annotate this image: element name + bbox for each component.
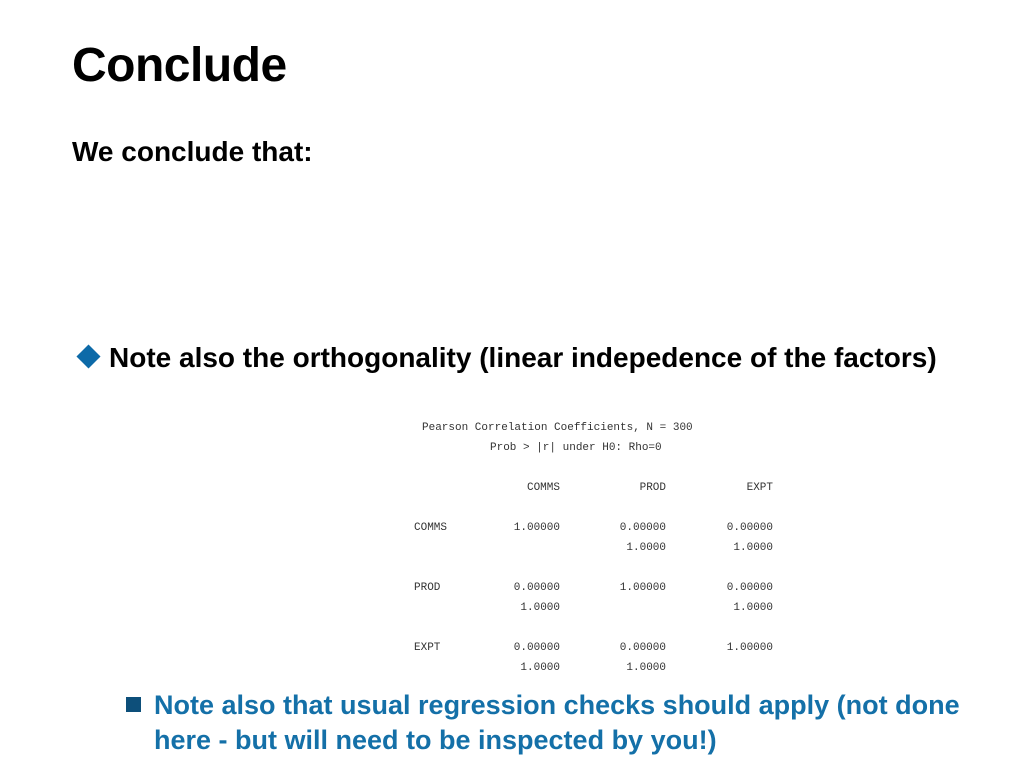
- prob-cell: 1.0000: [520, 662, 560, 674]
- slide-subtitle: We conclude that:: [72, 136, 313, 167]
- coef-cell: 0.00000: [513, 582, 560, 594]
- column-header: PROD: [639, 482, 666, 494]
- output-header-2: Prob > |r| under H0: Rho=0: [490, 442, 662, 454]
- coef-cell: 0.00000: [726, 582, 773, 594]
- row-label: EXPT: [414, 642, 441, 654]
- column-header: COMMS: [526, 482, 560, 494]
- output-header-1: Pearson Correlation Coefficients, N = 300: [422, 422, 693, 434]
- coef-cell: 0.00000: [619, 522, 666, 534]
- coef-cell: 0.00000: [619, 642, 666, 654]
- prob-cell: 1.0000: [520, 602, 560, 614]
- bullet-regression-checks-text: Note also that usual regression checks should apply (not done here - but will need to be inspected by you!): [154, 690, 960, 755]
- prob-cell: 1.0000: [733, 602, 773, 614]
- coef-cell: 1.00000: [726, 642, 773, 654]
- bullet-orthogonality-text: Note also the orthogonality (linear indepedence of the factors): [109, 342, 937, 373]
- row-label: PROD: [414, 582, 441, 594]
- column-header: EXPT: [746, 482, 773, 494]
- coef-cell: 0.00000: [726, 522, 773, 534]
- prob-cell: 1.0000: [626, 542, 666, 554]
- prob-cell: 1.0000: [733, 542, 773, 554]
- coef-cell: 0.00000: [513, 642, 560, 654]
- square-bullet-icon: [126, 697, 141, 712]
- diamond-bullet-icon: [76, 344, 100, 368]
- prob-cell: 1.0000: [626, 662, 666, 674]
- slide-title: Conclude: [72, 39, 287, 92]
- row-label: COMMS: [414, 522, 448, 534]
- coef-cell: 1.00000: [619, 582, 666, 594]
- coef-cell: 1.00000: [513, 522, 560, 534]
